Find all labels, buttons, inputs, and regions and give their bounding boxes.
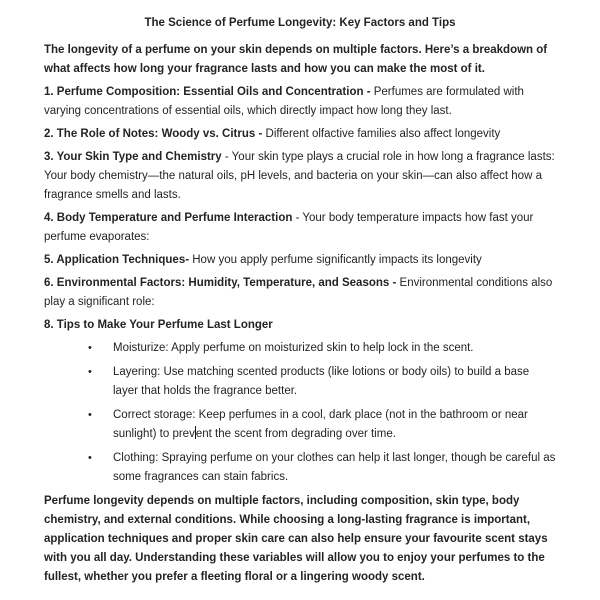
section-6-rest: Environmental conditions also play a significant role: <box>44 277 553 308</box>
section-2-lead: 2. The Role of Notes: Woody vs. Citrus - <box>44 128 263 140</box>
list-item-clothing[interactable] <box>44 449 556 487</box>
section-4-lead: 4. Body Temperature and Perfume Interaction <box>44 212 293 224</box>
tips-list <box>44 339 556 487</box>
list-item-layering[interactable] <box>44 363 556 401</box>
section-2-rest: Different olfactive families also affect longevity <box>262 128 501 140</box>
intro-text: The longevity of a perfume on your skin depends on multiple factors. Here’s a breakdown of what affects how long your fragrance lasts and how you can make the most of it. <box>44 44 548 75</box>
list-item-text: Moisturize: Apply perfume on moisturized skin to help lock in the scent. <box>113 342 474 354</box>
bullet-icon: • <box>88 452 92 464</box>
section-paragraph-5[interactable] <box>44 251 556 270</box>
bullet-icon: • <box>88 366 92 378</box>
bullet-icon: • <box>88 342 92 354</box>
list-item-text: Clothing: Spraying perfume on your clothes can help it last longer, though be careful as some fragrances can stain fabrics. <box>113 452 556 483</box>
section-6-lead: 6. Environmental Factors: Humidity, Temperature, and Seasons - <box>44 277 397 289</box>
tips-heading-text: 8. Tips to Make Your Perfume Last Longer <box>44 319 273 331</box>
section-paragraph-3[interactable] <box>44 148 556 205</box>
list-item-text <box>113 406 556 444</box>
list-item-text: Layering: Use matching scented products (like lotions or body oils) to build a base layer that holds the fragrance better. <box>113 366 530 397</box>
section-paragraph-6[interactable] <box>44 274 556 312</box>
section-3-rest: - Your skin type plays a crucial role in how long a fragrance lasts: Your body chemistry—the natural oils, pH levels, and bacteria on your skin—can also affect how a fragrance smells and lasts. <box>44 151 555 201</box>
section-1-rest: Perfumes are formulated with varying concentrations of essential oils, which directly impact how long they last. <box>44 86 524 117</box>
tips-heading[interactable] <box>44 316 556 335</box>
bullet-icon: • <box>88 409 92 421</box>
section-5-rest: How you apply perfume significantly impacts its longevity <box>189 254 482 266</box>
list-item-correct-storage[interactable] <box>44 406 556 444</box>
intro-paragraph[interactable] <box>44 41 556 79</box>
section-paragraph-4[interactable] <box>44 209 556 247</box>
conclusion-paragraph[interactable] <box>44 492 556 587</box>
section-paragraph-1[interactable] <box>44 83 556 121</box>
section-5-lead: 5. Application Techniques- <box>44 254 190 266</box>
document-title: The Science of Perfume Longevity: Key Factors and Tips <box>144 17 456 29</box>
text-after-cursor: ent the scent from degrading over time. <box>195 428 396 440</box>
section-3-lead: 3. Your Skin Type and Chemistry <box>44 151 222 163</box>
section-paragraph-2[interactable] <box>44 125 556 144</box>
list-item-moisturize[interactable] <box>44 339 556 358</box>
section-4-rest: - Your body temperature impacts how fast your perfume evaporates: <box>44 212 534 243</box>
section-1-lead: 1. Perfume Composition: Essential Oils and Concentration - <box>44 86 371 98</box>
text-before-cursor: Correct storage: Keep perfumes in a cool, dark place (not in the bathroom or near sunlight) to prev <box>113 409 528 440</box>
conclusion-text: Perfume longevity depends on multiple factors, including composition, skin type, body chemistry, and external conditions. While choosing a long-lasting fragrance is important, application techniques and proper skin care can also help ensure your favourite scent stays with you all day. Understanding these variables will allow you to enjoy your perfumes to the fullest, whether you prefer a fleeting floral or a lingering woody scent. <box>44 495 548 583</box>
